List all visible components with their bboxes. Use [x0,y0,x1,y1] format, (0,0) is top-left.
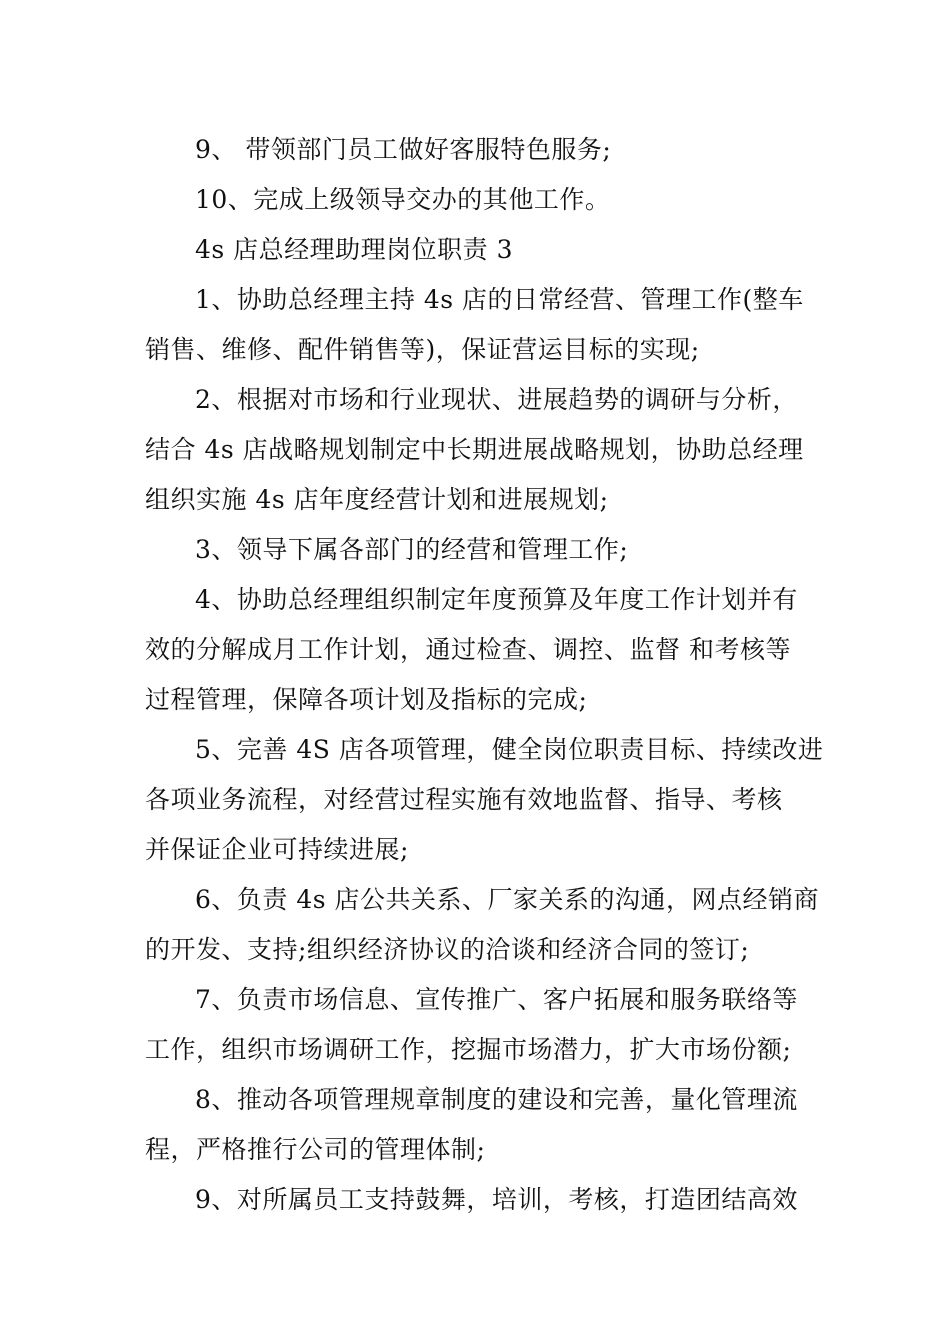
paragraph-8-line-1: 8、推动各项管理规章制度的建设和完善，量化管理流 [195,1085,798,1114]
list-item-10-other-work: 10、完成上级领导交办的其他工作。 [195,185,611,214]
list-item-9-service: 9、 带领部门员工做好客服特色服务; [195,135,612,164]
paragraph-5-line-3: 并保证企业可持续进展; [145,835,409,864]
paragraph-4-line-2: 效的分解成月工作计划，通过检查、调控、监督 和考核等 [145,635,791,664]
paragraph-2-line-3: 组织实施 4s 店年度经营计划和进展规划; [145,485,609,514]
paragraph-7-line-1: 7、负责市场信息、宣传推广、客户拓展和服务联络等 [195,985,798,1014]
paragraph-6-line-1: 6、负责 4s 店公共关系、厂家关系的沟通，网点经销商 [195,885,820,914]
paragraph-5-line-1: 5、完善 4S 店各项管理，健全岗位职责目标、持续改进 [195,735,824,764]
paragraph-7-line-2: 工作，组织市场调研工作，挖掘市场潜力，扩大市场份额; [145,1035,792,1064]
paragraph-2-line-1: 2、根据对市场和行业现状、进展趋势的调研与分析， [195,385,798,414]
paragraph-6-line-2: 的开发、支持;组织经济协议的洽谈和经济合同的签订; [145,935,750,964]
paragraph-3-line-1: 3、领导下属各部门的经营和管理工作; [195,535,629,564]
paragraph-9-line-1: 9、对所属员工支持鼓舞，培训，考核，打造团结高效 [195,1185,798,1214]
paragraph-1-line-2: 销售、维修、配件销售等)，保证营运目标的实现; [145,335,700,364]
paragraph-4-line-3: 过程管理，保障各项计划及指标的完成; [145,685,588,714]
paragraph-8-line-2: 程，严格推行公司的管理体制; [145,1135,486,1164]
paragraph-1-line-1: 1、协助总经理主持 4s 店的日常经营、管理工作(整车 [195,285,804,314]
paragraph-5-line-2: 各项业务流程，对经营过程实施有效地监督、指导、考核 [145,785,783,814]
section-heading: 4s 店总经理助理岗位职责 3 [195,235,514,264]
paragraph-4-line-1: 4、协助总经理组织制定年度预算及年度工作计划并有 [195,585,798,614]
paragraph-2-line-2: 结合 4s 店战略规划制定中长期进展战略规划，协助总经理 [145,435,804,464]
